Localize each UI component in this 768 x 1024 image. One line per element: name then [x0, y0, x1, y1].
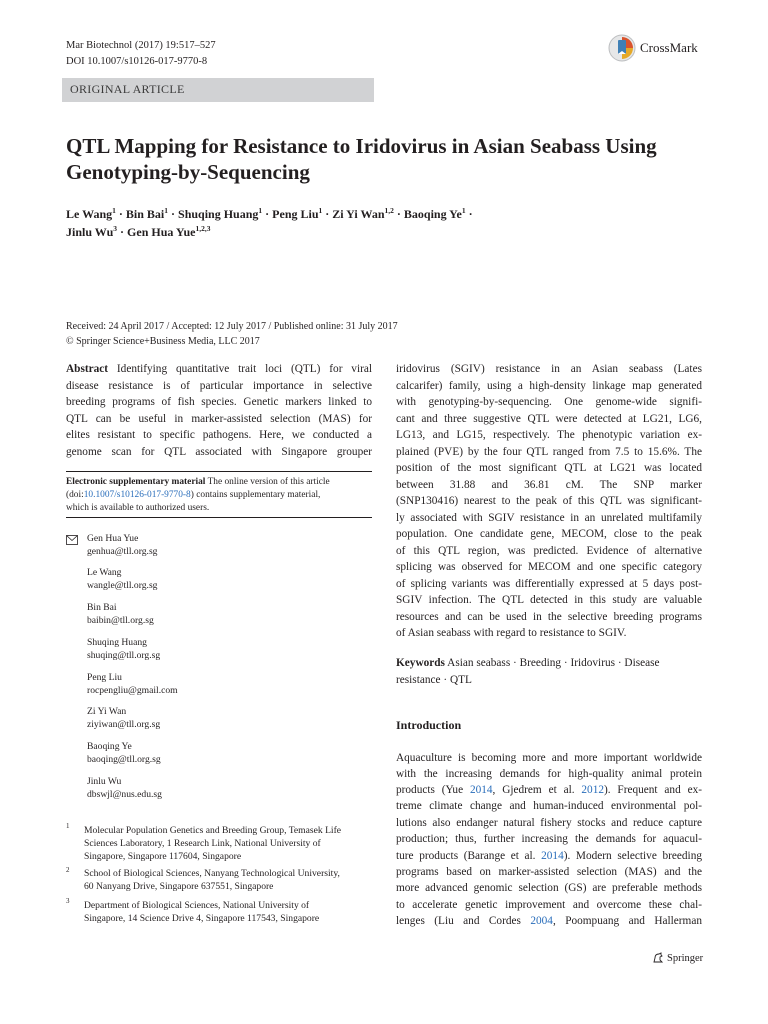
crossmark-badge[interactable]	[608, 32, 718, 64]
body-line: products (Yue 2014, Gjedrem et al. 2012). Frequent and ex-	[396, 784, 702, 796]
abstract-line: Abstract Identifying quantitative trait loci (QTL) for viral	[66, 363, 373, 375]
author-affiliation: 1	[318, 206, 323, 215]
contact-name: Bin Bai	[87, 602, 117, 613]
abstract-line: with genotyping-by-sequencing. One genome-wide signifi-	[396, 396, 702, 408]
abstract-line: iridovirus (SGIV) resistance in an Asian seabass (Lates	[396, 363, 702, 375]
abstract-heading: Abstract	[66, 363, 109, 375]
author-name[interactable]: Gen Hua Yue	[127, 225, 196, 239]
copyright-line: © Springer Science+Business Media, LLC 2017	[66, 336, 260, 347]
article-type: ORIGINAL ARTICLE	[70, 82, 185, 96]
body-line: lutions also endanger natural fishery stocks and reduce capture	[396, 817, 702, 829]
body-line: Aquaculture is becoming more and more important worldwide	[396, 752, 702, 764]
author-name[interactable]: Bin Bai	[125, 207, 165, 221]
abstract-line: plained (PVE) by the four QTL ranged from 7.5 to 15.6%. The	[396, 445, 702, 458]
publisher-name: Springer	[667, 952, 704, 964]
abstract-line: resources and can be used in the selective breeding programs	[396, 610, 702, 623]
body-line: production; thus, further increasing the demands for aquacul-	[396, 833, 702, 845]
abstract-line: of Asian seabass with regard to resistance to SGIV.	[396, 627, 627, 639]
keywords-heading: Keywords	[396, 657, 445, 669]
author-name[interactable]: Zi Yi Wan	[332, 207, 385, 221]
citation-link[interactable]: 2004	[530, 915, 553, 927]
affiliation-number: 2	[66, 866, 70, 874]
keywords: Keywords Asian seabass · Breeding · Iridovirus · Disease resistance · QTL	[396, 657, 660, 686]
abstract-line: genome scan for QTL associated with Singapore grouper	[66, 445, 372, 458]
abstract-line: population. One candidate gene, MECOM, close to the peak	[396, 528, 702, 540]
body-line: treme climate change and human-induced environmental pol-	[396, 800, 702, 812]
body-line: programs based on marker-assisted selection (MAS) and the	[396, 866, 702, 878]
journal-citation: Mar Biotechnol (2017) 19:517–527	[66, 40, 216, 51]
contact-name: Zi Yi Wan	[87, 706, 127, 717]
envelope-icon	[66, 535, 78, 545]
section-heading-introduction: Introduction	[396, 718, 462, 732]
esm-doi-link[interactable]: 10.1007/s10126-017-9770-8	[83, 490, 191, 500]
abstract-left	[66, 361, 372, 460]
abstract-line: splicing was observed for MECOM and one specific category	[396, 561, 702, 573]
esm-bottom-rule	[66, 517, 372, 518]
body-line: with the increasing demands for high-quality animal protein	[396, 768, 702, 780]
contact-email[interactable]: wangle@tll.org.sg	[87, 580, 158, 591]
body-line: ture products (Barange et al. 2014). Modern selective breeding	[396, 850, 702, 862]
author-affiliation: 3	[113, 224, 118, 233]
contact-name: Gen Hua Yue	[87, 533, 139, 544]
contact-name: Le Wang	[87, 567, 122, 578]
contact-name: Peng Liu	[87, 672, 122, 683]
abstract-line: ly associated with SGIV resistance in an unrelated multifamily	[396, 511, 702, 524]
contact-email[interactable]: shuqing@tll.org.sg	[87, 650, 161, 661]
affiliation: Department of Biological Sciences, National University of Singapore, 14 Science Drive 4, Singapore 117543, Singapore	[84, 900, 320, 924]
body-line: more advanced genomic selection (GS) are preferable methods	[396, 882, 702, 894]
publisher-footer	[652, 952, 703, 964]
author-list: Le Wang$^1$ · Bin Bai$^1$ · Shuqing Huang$^1$ · Peng Liu$^1$ · Zi Yi Wan$^{1,2}$ · Baoqing $Ye^1$ ·	[66, 206, 473, 221]
crossmark-icon	[608, 34, 636, 62]
abstract-line: position of the most significant QTL at LG21 was located	[396, 462, 702, 474]
body-line: lenges (Liu and Cordes 2004, Poompuang and Hallerman	[396, 915, 703, 927]
contact-name: Jinlu Wu	[87, 776, 122, 787]
affiliation: Molecular Population Genetics and Breeding Group, Temasek Life Sciences Laboratory, 1 Research Link, National University of Singapore, Singapore 117604, Singapore	[84, 825, 342, 862]
contact-name: Baoqing Ye	[87, 741, 132, 752]
esm-heading: Electronic supplementary material	[66, 477, 206, 487]
author-list-continued: Jinlu $Wu^3$ · Gen Hua Yue$^{1,2,3}$	[66, 224, 211, 239]
citation-link[interactable]: 2012	[581, 784, 604, 796]
crossmark-label: CrossMark	[640, 40, 698, 55]
abstract-line: disease resistance is of particular importance in selective	[66, 379, 372, 392]
abstract-right	[396, 361, 702, 642]
affiliation-number: 1	[66, 822, 70, 830]
title-line: QTL Mapping for Resistance to Iridovirus in Asian Seabass Using	[66, 134, 657, 158]
author-name[interactable]: Shuqing Huang	[178, 207, 259, 221]
author-name[interactable]: Peng Liu	[272, 207, 319, 221]
publication-dates: Received: 24 April 2017 / Accepted: 12 July 2017 / Published online: 31 July 2017	[66, 321, 398, 332]
esm-top-rule	[66, 471, 372, 472]
author-affiliation: 1	[461, 206, 466, 215]
citation-link[interactable]: 2014	[541, 850, 564, 862]
abstract-line: elites resistant to specific pathogens. Here, we conducted a	[66, 429, 372, 441]
contact-email[interactable]: rocpengliu@gmail.com	[87, 685, 178, 696]
author-affiliation: 1	[112, 206, 116, 215]
author-affiliation: 1,2	[384, 206, 394, 215]
author-affiliation: 1	[258, 206, 263, 215]
abstract-line: SGIV infection. The QTL detected in this study are valuable	[396, 594, 702, 606]
author-name[interactable]: Baoqing Ye	[403, 207, 462, 221]
contact-name: Shuqing Huang	[87, 637, 147, 648]
abstract-line: of this QTL region, was predicted. Evidence of alternative	[396, 544, 702, 557]
abstract-line: of splicing variants was differentially expressed at 5 days post-	[396, 577, 702, 590]
contact-email[interactable]: ziyiwan@tll.org.sg	[87, 719, 161, 730]
contact-email[interactable]: baoqing@tll.org.sg	[87, 754, 161, 765]
author-affiliation: 1,2,3	[195, 224, 211, 233]
author-name[interactable]: Jinlu Wu	[66, 225, 114, 239]
abstract-line: breeding programs of fish species. Genetic markers linked to	[66, 396, 372, 408]
abstract-line: LG13, and LG15, respectively. The phenotypic variation ex-	[396, 429, 702, 441]
contact-email[interactable]: baibin@tll.org.sg	[87, 615, 154, 626]
citation-link[interactable]: 2014	[469, 784, 493, 796]
abstract-line: QTL can be useful in marker-assisted selection (MAS) for	[66, 412, 372, 425]
abstract-line: calcarifer) family, using a high-density linkage map generated	[396, 379, 702, 392]
article-title	[66, 133, 726, 185]
author-affiliation: 1	[164, 206, 168, 215]
contact-email[interactable]: genhua@tll.org.sg	[87, 546, 158, 557]
affiliation: School of Biological Sciences, Nanyang Technological University, 60 Nanyang Drive, Singapore 637551, Singapore	[84, 868, 340, 892]
affiliation-number: 3	[66, 897, 70, 905]
esm-note: Electronic supplementary material The online version of this article (doi:10.1007/s10126-017-9770-8) contains supplementary material, which is available to authorized users.	[66, 477, 330, 513]
abstract-line: (SNP130416) nearest to the peak of this QTL was significant-	[396, 495, 702, 507]
doi-line: DOI 10.1007/s10126-017-9770-8	[66, 56, 208, 67]
body-line: to accelerate genetic improvement and overcome these chal-	[396, 899, 702, 911]
author-name[interactable]: Le Wang	[66, 207, 113, 221]
abstract-line: cant and three suggestive QTL were detected at LG21, LG6,	[396, 412, 702, 425]
abstract-line: between 31.88 and 36.81 cM. The SNP marker	[396, 478, 702, 491]
contact-email[interactable]: dbswjl@nus.edu.sg	[87, 789, 162, 800]
title-line: Genotyping-by-Sequencing	[66, 160, 310, 184]
springer-horse-icon	[652, 952, 664, 964]
